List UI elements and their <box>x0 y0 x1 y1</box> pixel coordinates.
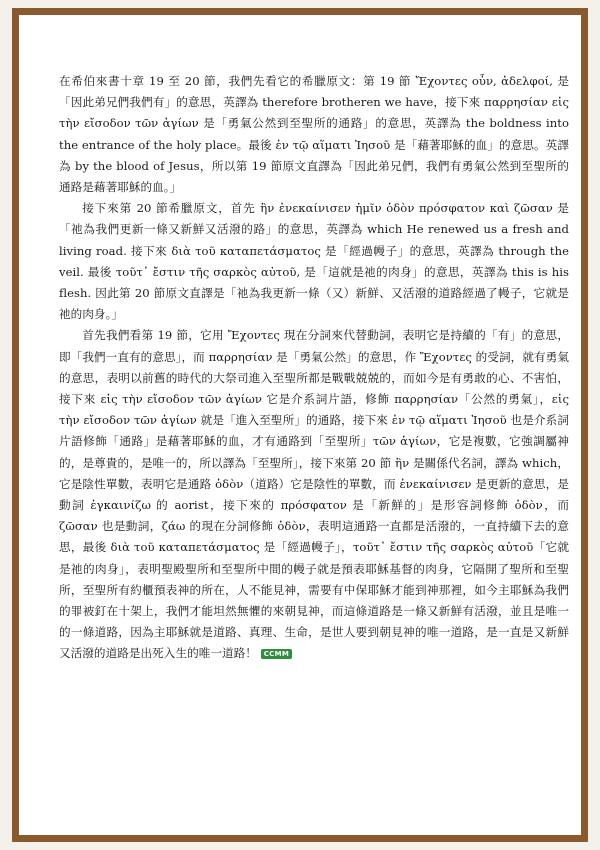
page-frame <box>12 8 588 842</box>
article-body <box>59 71 569 665</box>
paragraph-1: 在希伯來書十章 19 至 20 節，我們先看它的希臘原文：第 19 節 Ἔχοντες οὖν, ἀδελφοί, 是「因此弟兄們我們有」的意思，英譯為 therefore brotheren we have，接下來 παρρησίαν εἰς τὴν εἴσοδον τῶν ἁγίων 是「勇氣公然到至聖所的通路」的意思，英譯為 the boldness into the entrance of the holy place。最後 ἐν τῷ αἵματι Ἰησοῦ 是「藉著耶穌的血」的意思。英譯為 by the blood of Jesus，所以第 19 節原文直譯為「因此弟兄們，我們有勇氣公然到至聖所的通路是藉著耶穌的血。」 <box>59 74 569 195</box>
paragraph-2: 接下來第 20 節希臘原文，首先 ἣν ἐνεκαίνισεν ἡμῖν ὁδὸν πρόσφατον καὶ ζῶσαν 是「祂為我們更新一條又新鮮又活潑的路」的意思，英譯為 which He renewed us a fresh and living road. 接下來 διὰ τοῦ καταπετάσματος 是「經過幔子」的意思，英譯為 through the veil. 最後 τοῦτ᾽ ἔστιν τῆς σαρκὸς αὐτοῦ, 是「這就是祂的肉身」的意思，英譯為 this is his flesh. 因此第 20 節原文直譯是「祂為我更新一條（又）新鮮、又活潑的道路經過了幔子，它就是祂的肉身。」 <box>59 201 569 322</box>
paragraph-3-text: 首先我們看第 19 節，它用 Ἔχοντες 現在分詞來代替動詞，表明它是持續的「有」的意思，即「我們一直有的意思」，而 παρρησίαν 是「勇氣公然」的意思，作 Ἔχοντες 的受詞，就有勇氣的意思，表明以前舊的時代的大祭司進入至聖所都是戰戰兢兢的，而如今是有勇敢的心、不害怕，接下來 εἰς τὴν εἴσοδον τῶν ἁγίων 它是介系詞片語，修飾 παρρησίαν「公然的勇氣」，εἰς τὴν εἴσοδον τῶν ἁγίων 就是「進入至聖所」的通路，接下來 ἐν τῷ αἵματι Ἰησοῦ 也是介系詞片語修飾「通路」是藉著耶穌的血，才有通路到「至聖所」τῶν ἁγίων，它是複數，它強調屬神的，是尊貴的，是唯一的，所以譯為「至聖所」，接下來第 20 節 ἣν 是關係代名詞，譯為 which，它是陰性單數，表明它是通路 ὁδὸν（道路）它是陰性的單數，而 ἐνεκαίνισεν 是更新的意思，是動詞 ἐγκαινίζω 的 aorist，接下來的 πρόσφατον 是「新鮮的」是形容詞修飾 ὁδὸν，而 ζῶσαν 也是動詞，ζάω 的現在分詞修飾 ὁδὸν，表明這通路一直都是活潑的，一直持續下去的意思，最後 διὰ τοῦ καταπετάσματος 是「經過幔子」，τοῦτ᾽ ἔστιν τῆς σαρκὸς αὐτοῦ「它就是祂的肉身」，表明聖殿聖所和至聖所中間的幔子就是預表耶穌基督的肉身，它隔開了聖所和至聖所，至聖所有約櫃預表神的所在，人不能見神，需要有中保耶穌才能到神那裡，如今主耶穌為我們的罪被釘在十架上，我們才能坦然無懼的來朝見神，而這條道路是一條又新鮮有活潑，並且是唯一的一條道路，因為主耶穌就是道路、真理、生命，是世人要到朝見神的唯一道路，是一直是又新鮮又活潑的道路是出死入生的唯一道路！ <box>59 328 569 661</box>
paragraph-3 <box>59 325 569 664</box>
ccmm-badge: CCMM <box>261 649 292 659</box>
